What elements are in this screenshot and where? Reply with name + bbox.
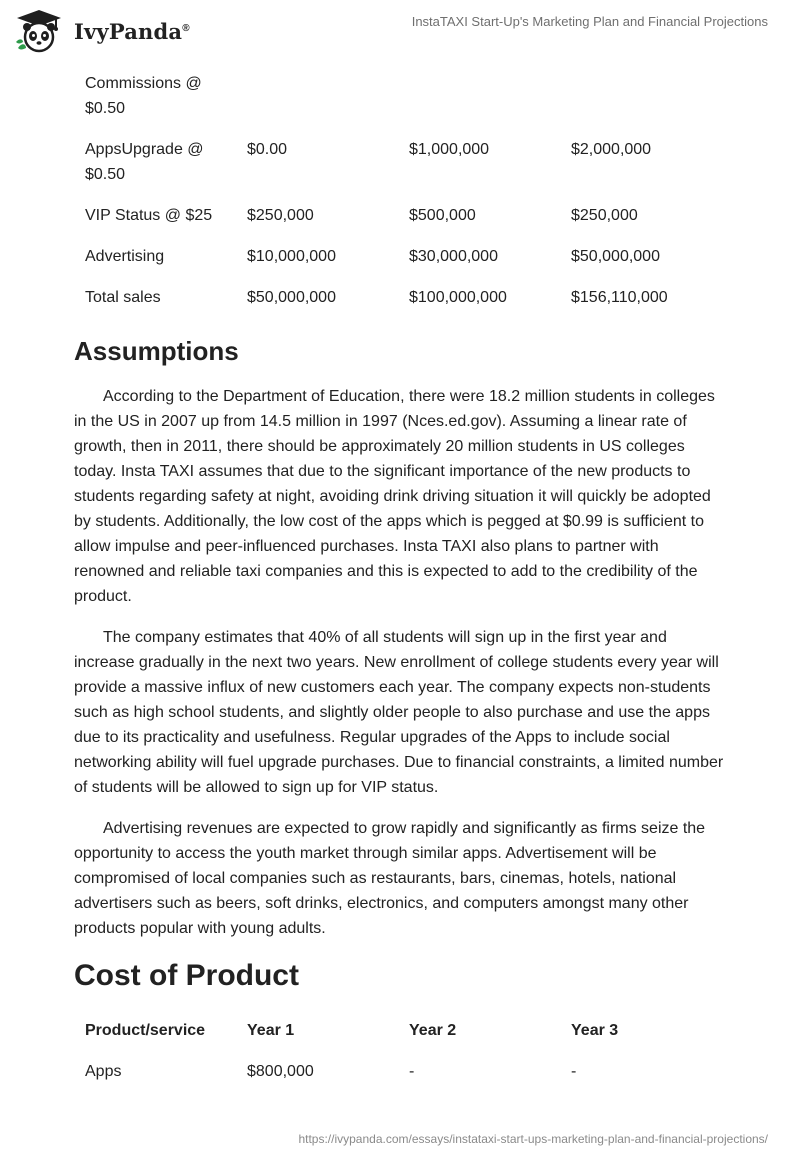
year-1-value: $10,000,000: [247, 248, 336, 265]
row-label: Apps: [85, 1063, 122, 1080]
row-label: Advertising: [85, 248, 165, 265]
page-header: [0, 0, 800, 60]
source-url-link[interactable]: https://ivypanda.com/essays/instataxi-start-ups-marketing-plan-and-financial-projections/: [298, 1132, 768, 1146]
year-3-value: [560, 71, 726, 121]
column-header: Year 2: [409, 1022, 457, 1039]
year-3-value: $2,000,000: [571, 141, 652, 158]
table-row: [74, 1043, 726, 1084]
document-title: InstaTAXI Start-Up's Marketing Plan and Financial Projections: [411, 14, 768, 29]
year-3-value: $50,000,000: [571, 248, 660, 265]
table-row: [74, 269, 726, 310]
table-row: [74, 187, 726, 228]
year-1-value: $50,000,000: [247, 289, 336, 306]
year-2-value: -: [409, 1063, 415, 1080]
cost-table: [74, 1018, 726, 1084]
year-1-value: $0.00: [247, 141, 288, 158]
row-label: AppsUpgrade @ $0.50: [85, 141, 204, 183]
paragraph: According to the Department of Education, there were 18.2 million students in colleges in the US in 2007 up from 14.5 million in 1997 (Nces.ed.gov). Assuming a linear rate of growth, then in 2011, there should be approximately 20 million students in US colleges today. Insta TAXI assumes that due to the significant importance of the new products to students regarding safety at night, avoiding drink driving situation it will quickly be adopted by students. Additionally, the low cost of the apps which is pegged at $0.99 is sufficient to allow impulse and peer-influenced purchases. Insta TAXI also plans to partner with renowned and reliable taxi companies and this is expected to add to the credibility of the product.: [74, 388, 715, 605]
year-2-value: $1,000,000: [409, 141, 490, 158]
year-1-value: [236, 71, 398, 121]
panda-graduate-icon: [14, 8, 64, 54]
sales-table: [74, 71, 726, 310]
paragraph: The company estimates that 40% of all students will sign up in the first year and increase gradually in the next two years. New enrollment of college students every year will provide a massive influx of new customers each year. The company expects non-students such as high school students, and slightly older people to also purchase and use the apps due to its practicality and usefulness. Regular upgrades of the Apps to include social networking ability will fuel upgrade purchases. Due to financial constraints, a limited number of students will be allowed to sign up for VIP status.: [74, 629, 724, 796]
table-header-row: [74, 1018, 726, 1043]
row-label: Total sales: [85, 289, 161, 306]
year-2-value: $100,000,000: [409, 289, 507, 306]
year-2-value: $500,000: [409, 207, 476, 224]
row-label: Commissions @ $0.50: [85, 75, 202, 117]
assumptions-heading: Assumptions: [74, 336, 239, 366]
year-1-value: $800,000: [247, 1063, 314, 1080]
column-header: Year 1: [247, 1022, 295, 1039]
year-3-value: $156,110,000: [571, 289, 668, 306]
table-row: [74, 121, 726, 187]
column-header: Year 3: [571, 1022, 619, 1039]
table-row: [74, 228, 726, 269]
ivypanda-logo[interactable]: [14, 8, 190, 54]
year-3-value: -: [571, 1063, 577, 1080]
year-3-value: $250,000: [571, 207, 638, 224]
year-1-value: $250,000: [247, 207, 314, 224]
year-2-value: $30,000,000: [409, 248, 498, 265]
year-2-value: [398, 71, 560, 121]
table-row: [74, 71, 726, 121]
cost-of-product-heading: Cost of Product: [74, 959, 299, 992]
row-label: VIP Status @ $25: [85, 207, 213, 224]
column-header: Product/service: [85, 1022, 206, 1039]
paragraph: Advertising revenues are expected to grow rapidly and significantly as firms seize the opportunity to access the youth market through similar apps. Advertisement will be compromised of local companies such as restaurants, bars, cinemas, hotels, national advertisers such as beers, soft drinks, electronics, and computers amongst many other products popular with young adults.: [74, 820, 706, 937]
logo-wordmark: IvyPanda®: [74, 18, 190, 44]
